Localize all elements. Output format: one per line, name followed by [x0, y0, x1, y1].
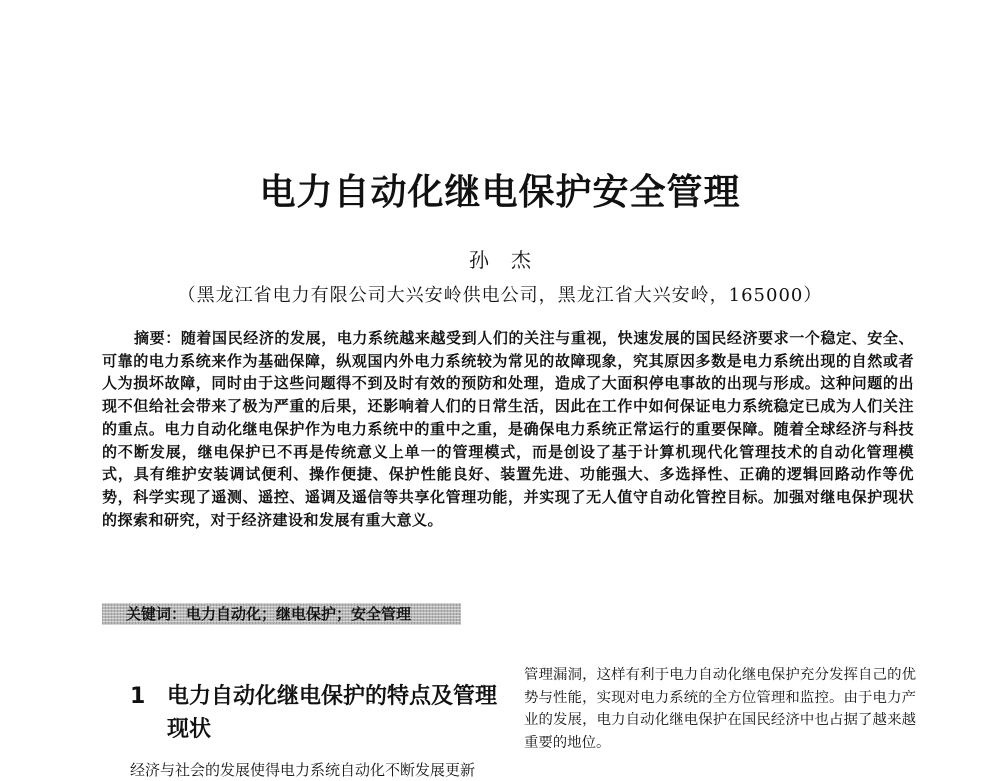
- section-1-title: 电力自动化继电保护的特点及管理现状: [167, 684, 498, 742]
- section-1-number: 1: [130, 684, 146, 709]
- left-column-cut-line: 经济与社会的发展使得电力系统自动化不断发展更新: [130, 761, 476, 779]
- right-column-paragraph: 管理漏洞，这样有利于电力自动化继电保护充分发挥自己的优势与性能，实现对电力系统的全方位管理和监控。由于电力产业的发展，电力自动化继电保护在国民经济中也占据了越来越重要的地位。: [524, 667, 916, 751]
- keywords-bar: [102, 603, 461, 625]
- abstract-text: 随着国民经济的发展，电力系统越来越受到人们的关注与重视，快速发展的国民经济要求一个稳定、安全、可靠的电力系统来作为基础保障，纵观国内外电力系统较为常见的故障现象，究其原因多数是电力系统出现的自然或者人为损坏故障，同时由于这些问题得不到及时有效的预防和处理，造成了大面积停电事故的出现与形成。这种问题的出现不但给社会带来了极为严重的后果，还影响着人们的日常生活，因此在工作中如何保证电力系统稳定已成为人们关注的重点。电力自动化继电保护作为电力系统中的重中之重，是确保电力系统正常运行的重要保障。随着全球经济与科技的不断发展，继电保护已不再是传统意义上单一的管理模式，而是创设了基于计算机现代化管理技术的自动化管理模式，具有维护安装调试便利、操作便捷、保护性能良好、装置先进、功能强大、多选择性、正确的逻辑回路动作等优势，科学实现了遥测、遥控、遥调及遥信等共享化管理功能，并实现了无人值守自动化管控目标。加强对继电保护现状的探索和研究，对于经济建设和发展有重大意义。: [102, 329, 914, 529]
- paper-title: 电力自动化继电保护安全管理: [259, 172, 741, 213]
- keywords-text: 电力自动化；继电保护；安全管理: [186, 605, 412, 623]
- author-name: 孙杰: [469, 248, 553, 272]
- section-1-heading: [130, 680, 510, 746]
- keywords-label: 关键词：: [126, 605, 187, 623]
- author-affiliation: （黑龙江省电力有限公司大兴安岭供电公司，黑龙江省大兴安岭，165000）: [177, 285, 823, 306]
- abstract-label: 摘要：: [134, 329, 181, 347]
- abstract: [102, 327, 914, 531]
